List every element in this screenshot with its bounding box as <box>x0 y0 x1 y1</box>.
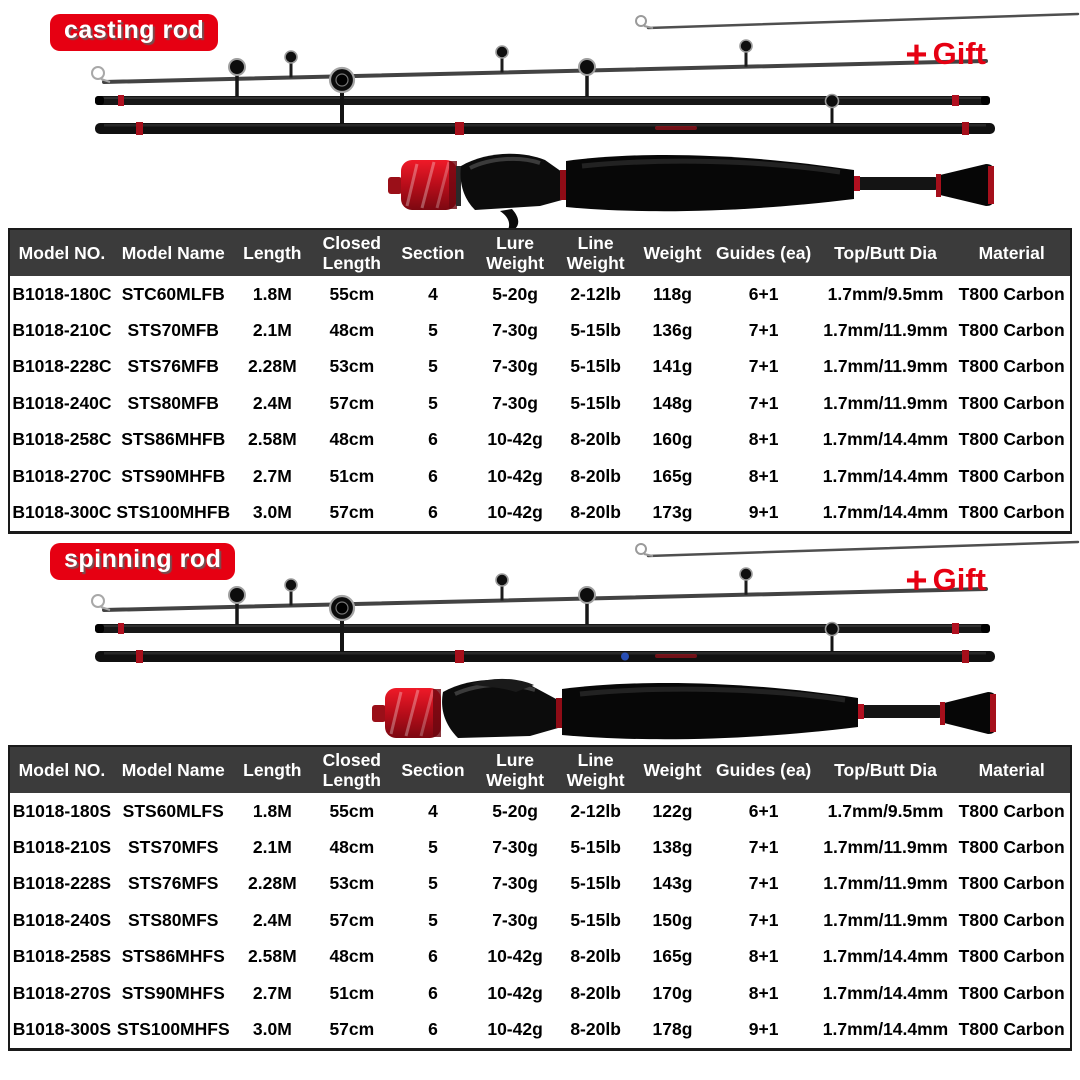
column-header: Model Name <box>121 242 225 263</box>
gift-label: + Gift <box>905 560 986 602</box>
table-cell: 48cm <box>329 946 375 967</box>
table-row <box>10 902 1070 938</box>
table-cell: 55cm <box>329 283 375 304</box>
table-cell: T800 Carbon <box>958 356 1065 377</box>
table-cell: 6 <box>428 465 438 486</box>
table-cell: B1018-180C <box>12 283 112 304</box>
table-cell: 3.0M <box>252 502 292 523</box>
table-cell: 138g <box>652 837 693 858</box>
column-header: Line Weight <box>566 232 625 273</box>
table-cell: 1.7mm/14.4mm <box>822 1019 949 1040</box>
table-cell: 10-42g <box>487 429 543 450</box>
table-cell: 51cm <box>329 465 375 486</box>
table-cell: 57cm <box>329 1019 375 1040</box>
column-header: Section <box>401 759 465 780</box>
brand-logo-mark <box>655 126 697 130</box>
table-cell: B1018-240C <box>12 392 112 413</box>
column-header: Material <box>978 242 1045 263</box>
table-cell: 1.7mm/11.9mm <box>823 909 948 930</box>
table-cell: 8+1 <box>748 465 779 486</box>
spinning-spec-table <box>8 745 1072 1051</box>
table-cell: 1.7mm/11.9mm <box>823 320 948 341</box>
table-row <box>10 866 1070 902</box>
table-cell: 10-42g <box>487 1019 543 1040</box>
column-header: Weight <box>643 242 702 263</box>
table-cell: 55cm <box>329 800 375 821</box>
line-guide-icon <box>496 574 508 601</box>
table-cell: 8-20lb <box>570 465 621 486</box>
table-cell: 48cm <box>329 837 375 858</box>
table-cell: 2-12lb <box>570 283 621 304</box>
line-guide-icon <box>579 59 595 96</box>
table-cell: 48cm <box>329 429 375 450</box>
table-row <box>10 276 1070 312</box>
table-cell: B1018-270C <box>12 465 112 486</box>
table-cell: B1018-240S <box>12 909 112 930</box>
line-guide-icon <box>285 579 297 606</box>
column-header: Lure Weight <box>486 749 545 790</box>
table-cell: 165g <box>652 465 693 486</box>
table-cell: 5-20g <box>492 283 538 304</box>
table-cell: 8+1 <box>748 429 779 450</box>
table-cell: 1.7mm/9.5mm <box>827 800 944 821</box>
table-cell: 2.4M <box>252 909 292 930</box>
table-cell: T800 Carbon <box>958 1019 1065 1040</box>
table-header-row <box>10 747 1070 793</box>
table-cell: 1.7mm/14.4mm <box>822 946 949 967</box>
table-cell: 5-15lb <box>570 356 621 377</box>
table-cell: 1.7mm/14.4mm <box>822 429 949 450</box>
table-cell: 5-15lb <box>570 392 621 413</box>
table-cell: 5 <box>428 320 438 341</box>
column-header: Top/Butt Dia <box>834 759 937 780</box>
table-cell: T800 Carbon <box>958 465 1065 486</box>
table-cell: STS76MFB <box>127 356 219 377</box>
table-cell: STS80MFS <box>128 909 219 930</box>
table-cell: 122g <box>652 800 693 821</box>
brand-logo-mark <box>621 653 629 661</box>
column-header: Guides (ea) <box>715 242 812 263</box>
table-row <box>10 349 1070 385</box>
table-cell: 7-30g <box>492 837 538 858</box>
casting-rod-badge: casting rod <box>50 14 218 51</box>
table-cell: 6 <box>428 429 438 450</box>
plus-icon: + <box>905 34 928 76</box>
column-header: Length <box>243 759 302 780</box>
table-cell: 6 <box>428 946 438 967</box>
table-cell: 5 <box>428 837 438 858</box>
table-cell: B1018-228S <box>12 873 112 894</box>
line-guide-icon <box>579 587 595 624</box>
casting-handle <box>388 154 994 233</box>
table-cell: 1.8M <box>252 283 292 304</box>
table-cell: 7+1 <box>748 320 779 341</box>
rod-second-section <box>92 40 986 82</box>
table-cell: 51cm <box>329 982 375 1003</box>
table-cell: 8-20lb <box>570 982 621 1003</box>
table-cell: B1018-228C <box>12 356 112 377</box>
table-cell: 7-30g <box>492 320 538 341</box>
table-row <box>10 829 1070 865</box>
table-cell: 10-42g <box>487 465 543 486</box>
table-cell: 7+1 <box>748 909 779 930</box>
column-header: Model NO. <box>18 242 106 263</box>
table-cell: 5-15lb <box>570 909 621 930</box>
table-cell: T800 Carbon <box>958 320 1065 341</box>
table-cell: 5-15lb <box>570 837 621 858</box>
table-cell: 150g <box>652 909 693 930</box>
table-cell: 53cm <box>329 873 375 894</box>
blank-section <box>858 705 942 718</box>
table-cell: 10-42g <box>487 982 543 1003</box>
table-cell: STS90MHFB <box>121 465 226 486</box>
table-cell: 8-20lb <box>570 946 621 967</box>
column-header: Lure Weight <box>486 232 545 273</box>
table-cell: 136g <box>652 320 693 341</box>
spinning-handle <box>372 679 996 739</box>
table-cell: STS100MHFS <box>116 1019 230 1040</box>
table-cell: 8-20lb <box>570 502 621 523</box>
table-cell: 4 <box>428 283 438 304</box>
table-cell: STS70MFS <box>128 837 219 858</box>
table-cell: 9+1 <box>748 502 779 523</box>
line-guide-icon <box>826 623 839 652</box>
table-cell: 57cm <box>329 502 375 523</box>
table-cell: 178g <box>652 1019 693 1040</box>
table-cell: 1.7mm/14.4mm <box>822 982 949 1003</box>
table-cell: 6+1 <box>748 283 779 304</box>
table-cell: 173g <box>652 502 693 523</box>
line-guide-icon <box>740 40 752 67</box>
line-guide-icon <box>330 68 354 123</box>
table-row <box>10 458 1070 494</box>
table-cell: STS86MHFS <box>121 946 225 967</box>
table-cell: 141g <box>652 356 693 377</box>
table-cell: 10-42g <box>487 946 543 967</box>
table-row <box>10 494 1070 530</box>
table-cell: 2.7M <box>252 982 292 1003</box>
table-cell: 4 <box>428 800 438 821</box>
table-cell: 6 <box>428 982 438 1003</box>
table-cell: 57cm <box>329 392 375 413</box>
blank-section <box>854 177 938 190</box>
table-cell: B1018-258C <box>12 429 112 450</box>
table-cell: 5 <box>428 873 438 894</box>
table-cell: 2.28M <box>248 356 297 377</box>
table-cell: 1.7mm/11.9mm <box>823 356 948 377</box>
spinning-rod-badge: spinning rod <box>50 543 235 580</box>
table-row <box>10 385 1070 421</box>
butt-knob <box>372 705 386 722</box>
table-body <box>10 276 1070 531</box>
table-cell: 10-42g <box>487 502 543 523</box>
table-cell: 53cm <box>329 356 375 377</box>
table-cell: 170g <box>652 982 693 1003</box>
table-cell: 7+1 <box>748 837 779 858</box>
table-cell: STS76MFS <box>128 873 219 894</box>
table-cell: 7-30g <box>492 392 538 413</box>
table-cell: T800 Carbon <box>958 392 1065 413</box>
table-cell: T800 Carbon <box>958 800 1065 821</box>
table-body <box>10 793 1070 1048</box>
fore-grip <box>940 164 994 206</box>
table-cell: 3.0M <box>252 1019 292 1040</box>
table-cell: T800 Carbon <box>958 502 1065 523</box>
table-cell: 5-20g <box>492 800 538 821</box>
table-cell: 6 <box>428 502 438 523</box>
butt-knob <box>388 177 402 194</box>
table-cell: 7-30g <box>492 909 538 930</box>
rod-tip-section <box>636 542 1078 556</box>
table-cell: 2.58M <box>248 946 297 967</box>
table-cell: T800 Carbon <box>958 283 1065 304</box>
table-cell: STS100MHFB <box>116 502 231 523</box>
table-cell: STS86MHFB <box>121 429 226 450</box>
plus-icon: + <box>905 560 928 602</box>
column-header: Length <box>243 242 302 263</box>
table-cell: B1018-270S <box>12 982 112 1003</box>
column-header: Closed Length <box>322 749 382 790</box>
reel-seat <box>442 680 558 738</box>
column-header: Top/Butt Dia <box>834 242 937 263</box>
table-cell: B1018-258S <box>12 946 112 967</box>
table-cell: 7-30g <box>492 873 538 894</box>
table-header-row <box>10 230 1070 276</box>
line-guide-icon <box>496 46 508 73</box>
table-cell: 1.7mm/9.5mm <box>827 283 944 304</box>
table-cell: 1.7mm/11.9mm <box>823 837 948 858</box>
table-cell: T800 Carbon <box>958 429 1065 450</box>
table-cell: 1.7mm/14.4mm <box>822 502 949 523</box>
table-cell: 6+1 <box>748 800 779 821</box>
table-cell: 5 <box>428 356 438 377</box>
table-cell: 7-30g <box>492 356 538 377</box>
column-header: Material <box>978 759 1045 780</box>
table-cell: 6 <box>428 1019 438 1040</box>
table-cell: 2.4M <box>252 392 292 413</box>
table-cell: 2.28M <box>248 873 297 894</box>
table-cell: 2.7M <box>252 465 292 486</box>
fore-grip <box>944 692 996 734</box>
reel-seat <box>461 154 562 210</box>
column-header: Weight <box>643 759 702 780</box>
table-cell: 48cm <box>329 320 375 341</box>
table-cell: 5-15lb <box>570 873 621 894</box>
table-cell: 7+1 <box>748 356 779 377</box>
column-header: Guides (ea) <box>715 759 812 780</box>
column-header: Line Weight <box>566 749 625 790</box>
table-cell: STS90MHFS <box>121 982 225 1003</box>
table-cell: 160g <box>652 429 693 450</box>
table-cell: 8+1 <box>748 946 779 967</box>
table-cell: 1.7mm/11.9mm <box>823 873 948 894</box>
table-cell: B1018-300S <box>12 1019 112 1040</box>
table-cell: 2.1M <box>252 837 292 858</box>
table-cell: B1018-180S <box>12 800 112 821</box>
table-row <box>10 1011 1070 1047</box>
line-guide-icon <box>330 596 354 651</box>
table-cell: B1018-210S <box>12 837 112 858</box>
table-cell: B1018-210C <box>12 320 112 341</box>
table-row <box>10 422 1070 458</box>
table-cell: 57cm <box>329 909 375 930</box>
table-cell: 8+1 <box>748 982 779 1003</box>
table-cell: STS70MFB <box>127 320 219 341</box>
column-header: Model NO. <box>18 759 106 780</box>
table-cell: 8-20lb <box>570 429 621 450</box>
table-cell: 5 <box>428 392 438 413</box>
table-cell: 1.7mm/14.4mm <box>822 465 949 486</box>
table-cell: 7+1 <box>748 392 779 413</box>
table-row <box>10 793 1070 829</box>
column-header: Section <box>401 242 465 263</box>
table-row <box>10 975 1070 1011</box>
table-cell: STS80MFB <box>127 392 219 413</box>
table-row <box>10 939 1070 975</box>
table-cell: 8-20lb <box>570 1019 621 1040</box>
table-cell: 1.7mm/11.9mm <box>823 392 948 413</box>
casting-spec-table <box>8 228 1072 534</box>
table-cell: 2-12lb <box>570 800 621 821</box>
table-cell: T800 Carbon <box>958 909 1065 930</box>
table-cell: T800 Carbon <box>958 946 1065 967</box>
table-cell: 2.1M <box>252 320 292 341</box>
table-cell: 1.8M <box>252 800 292 821</box>
table-cell: 2.58M <box>248 429 297 450</box>
table-cell: T800 Carbon <box>958 873 1065 894</box>
table-cell: T800 Carbon <box>958 982 1065 1003</box>
table-cell: 165g <box>652 946 693 967</box>
gift-label: + Gift <box>905 34 986 76</box>
table-cell: 148g <box>652 392 693 413</box>
brand-logo-mark <box>655 654 697 658</box>
rod-tip-section <box>636 14 1078 28</box>
column-header: Closed Length <box>322 232 382 273</box>
table-cell: T800 Carbon <box>958 837 1065 858</box>
table-cell: STC60MLFB <box>121 283 225 304</box>
line-guide-icon <box>826 95 839 124</box>
line-guide-icon <box>285 51 297 78</box>
table-cell: 5 <box>428 909 438 930</box>
column-header: Model Name <box>121 759 225 780</box>
table-cell: B1018-300C <box>12 502 112 523</box>
table-cell: STS60MLFS <box>122 800 224 821</box>
table-cell: 7+1 <box>748 873 779 894</box>
table-cell: 5-15lb <box>570 320 621 341</box>
line-guide-icon <box>740 568 752 595</box>
table-cell: 118g <box>653 283 692 304</box>
table-cell: 9+1 <box>748 1019 779 1040</box>
table-row <box>10 312 1070 348</box>
table-cell: 143g <box>652 873 693 894</box>
